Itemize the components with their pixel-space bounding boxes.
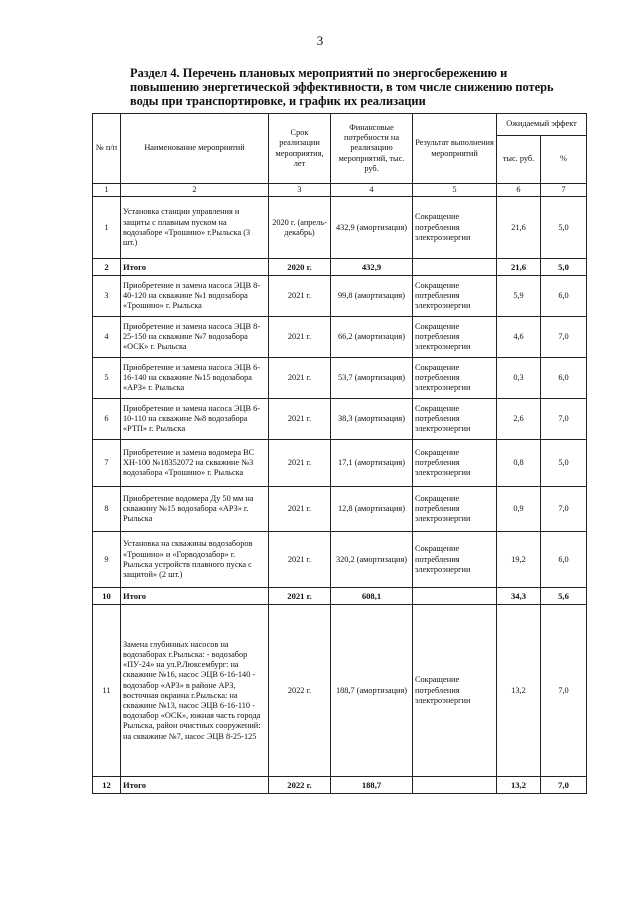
effect-pct-cell: 6,0 xyxy=(541,276,587,317)
header-result: Результат выполнения мероприятий xyxy=(413,114,497,184)
column-number: 6 xyxy=(497,184,541,197)
result-cell xyxy=(413,588,497,605)
table-row xyxy=(93,440,587,487)
total-row xyxy=(93,259,587,276)
section-heading xyxy=(130,66,580,108)
result-cell xyxy=(413,777,497,794)
effect-pct-cell: 6,0 xyxy=(541,532,587,588)
result-cell: Сокращение потребления электроэнергии xyxy=(413,532,497,588)
measure-name: Приобретение и замена водомера ВС ХН-100 №18352072 на скважине №3 водозабора «Трошино» г. Рыльска xyxy=(121,440,269,487)
row-number: 6 xyxy=(93,399,121,440)
header-term: Срок реализации мероприятия, лет xyxy=(269,114,331,184)
row-number: 1 xyxy=(93,197,121,259)
heading-line: повышению энергетической эффективности, в том числе снижению потерь xyxy=(130,80,554,94)
finance-cell: 53,7 (амортизация) xyxy=(331,358,413,399)
effect-rub-cell: 0,9 xyxy=(497,487,541,532)
effect-pct-cell: 7,0 xyxy=(541,605,587,777)
finance-cell: 188,7 (амортизация) xyxy=(331,605,413,777)
result-cell: Сокращение потребления электроэнергии xyxy=(413,197,497,259)
effect-rub-cell: 13,2 xyxy=(497,777,541,794)
measure-name: Приобретение и замена насоса ЭЦВ 6-16-140 на скважине №15 водозабора «АРЗ» г. Рыльска xyxy=(121,358,269,399)
table-row xyxy=(93,197,587,259)
term-cell: 2021 г. xyxy=(269,440,331,487)
header-effect: Ожидаемый эффект xyxy=(497,114,587,136)
term-cell: 2021 г. xyxy=(269,399,331,440)
column-number: 7 xyxy=(541,184,587,197)
term-cell: 2021 г. xyxy=(269,487,331,532)
effect-pct-cell: 5,0 xyxy=(541,440,587,487)
term-cell: 2022 г. xyxy=(269,777,331,794)
term-cell: 2021 г. xyxy=(269,588,331,605)
table-row xyxy=(93,399,587,440)
effect-pct-cell: 7,0 xyxy=(541,487,587,532)
result-cell: Сокращение потребления электроэнергии xyxy=(413,487,497,532)
finance-cell: 432,9 (амортизация) xyxy=(331,197,413,259)
term-cell: 2020 г. xyxy=(269,259,331,276)
effect-rub-cell: 21,6 xyxy=(497,259,541,276)
effect-pct-cell: 5,6 xyxy=(541,588,587,605)
row-number: 12 xyxy=(93,777,121,794)
total-row xyxy=(93,777,587,794)
result-cell: Сокращение потребления электроэнергии xyxy=(413,276,497,317)
page-number: 3 xyxy=(316,33,324,48)
measure-name: Приобретение и замена насоса ЭЦВ 8-40-120 на скважине №1 водозабора «Трошино» г. Рыльска xyxy=(121,276,269,317)
heading-line: воды при транспортировке, и график их реализации xyxy=(130,94,426,108)
row-number: 2 xyxy=(93,259,121,276)
table-row xyxy=(93,605,587,777)
finance-cell: 188,7 xyxy=(331,777,413,794)
row-number: 5 xyxy=(93,358,121,399)
header-finance: Финансовые потребности на реализацию мероприятий, тыс. руб. xyxy=(331,114,413,184)
measure-name: Установка станции управления и защиты с плавным пуском на водозаборе «Трошино» г.Рыльска (3 шт.) xyxy=(121,197,269,259)
finance-cell: 320,2 (амортизация) xyxy=(331,532,413,588)
row-number: 3 xyxy=(93,276,121,317)
table-row xyxy=(93,487,587,532)
header-name: Наименование мероприятий xyxy=(121,114,269,184)
table-row xyxy=(93,358,587,399)
result-cell: Сокращение потребления электроэнергии xyxy=(413,358,497,399)
effect-pct-cell: 5,0 xyxy=(541,197,587,259)
effect-pct-cell: 6,0 xyxy=(541,358,587,399)
finance-cell: 66,2 (амортизация) xyxy=(331,317,413,358)
header-effect-pct: % xyxy=(541,136,587,184)
column-number: 4 xyxy=(331,184,413,197)
row-number: 7 xyxy=(93,440,121,487)
term-cell: 2021 г. xyxy=(269,532,331,588)
measure-name: Итого xyxy=(121,588,269,605)
result-cell xyxy=(413,259,497,276)
measures-table xyxy=(92,113,587,794)
measure-name: Приобретение и замена насоса ЭЦВ 6-10-110 на скважине №8 водозабора «РТП» г. Рыльска xyxy=(121,399,269,440)
effect-pct-cell: 5,0 xyxy=(541,259,587,276)
effect-rub-cell: 34,3 xyxy=(497,588,541,605)
column-number: 2 xyxy=(121,184,269,197)
term-cell: 2022 г. xyxy=(269,605,331,777)
effect-rub-cell: 2,6 xyxy=(497,399,541,440)
table-row xyxy=(93,317,587,358)
table-row xyxy=(93,532,587,588)
effect-rub-cell: 0,3 xyxy=(497,358,541,399)
measure-name: Итого xyxy=(121,259,269,276)
measure-name: Итого xyxy=(121,777,269,794)
result-cell: Сокращение потребления электроэнергии xyxy=(413,399,497,440)
effect-rub-cell: 5,9 xyxy=(497,276,541,317)
measure-name: Замена глубинных насосов на водозаборах г.Рыльска: - водозабор «ПУ-24» на ул.Р.Люксембург: на скважине №16, насос ЭЦВ 6-16-140 - водозабор «АРЗ» в районе АРЗ, восточная окраина г.Рыльска: на скважине №13, насос ЭЦВ 6-16-110 - водозабор «ОСК», южная часть города Рыльска, район очистных сооружений: на скважине №7, насос ЭЦВ 8-25-125 xyxy=(121,605,269,777)
heading-line: Раздел 4. Перечень плановых мероприятий по энергосбережению и xyxy=(130,66,508,80)
effect-rub-cell: 0,8 xyxy=(497,440,541,487)
term-cell: 2021 г. xyxy=(269,317,331,358)
finance-cell: 432,9 xyxy=(331,259,413,276)
effect-rub-cell: 21,6 xyxy=(497,197,541,259)
header-effect-rub: тыс. руб. xyxy=(497,136,541,184)
row-number: 9 xyxy=(93,532,121,588)
effect-pct-cell: 7,0 xyxy=(541,399,587,440)
measure-name: Приобретение водомера Ду 50 мм на скважину №15 водозабора «АРЗ» г. Рыльска xyxy=(121,487,269,532)
term-cell: 2021 г. xyxy=(269,276,331,317)
result-cell: Сокращение потребления электроэнергии xyxy=(413,440,497,487)
row-number: 8 xyxy=(93,487,121,532)
measure-name: Установка на скважины водозаборов «Трошино» и «Горводозабор» г. Рыльска устройств плавного пуска с защитой» (2 шт.) xyxy=(121,532,269,588)
effect-rub-cell: 4,6 xyxy=(497,317,541,358)
term-cell: 2021 г. xyxy=(269,358,331,399)
header-num: № п/п xyxy=(93,114,121,184)
row-number: 4 xyxy=(93,317,121,358)
finance-cell: 12,8 (амортизация) xyxy=(331,487,413,532)
finance-cell: 99,8 (амортизация) xyxy=(331,276,413,317)
effect-rub-cell: 19,2 xyxy=(497,532,541,588)
row-number: 10 xyxy=(93,588,121,605)
finance-cell: 608,1 xyxy=(331,588,413,605)
effect-pct-cell: 7,0 xyxy=(541,317,587,358)
effect-rub-cell: 13,2 xyxy=(497,605,541,777)
result-cell: Сокращение потребления электроэнергии xyxy=(413,605,497,777)
result-cell: Сокращение потребления электроэнергии xyxy=(413,317,497,358)
finance-cell: 17,1 (амортизация) xyxy=(331,440,413,487)
finance-cell: 38,3 (амортизация) xyxy=(331,399,413,440)
column-number: 1 xyxy=(93,184,121,197)
row-number: 11 xyxy=(93,605,121,777)
column-number: 5 xyxy=(413,184,497,197)
total-row xyxy=(93,588,587,605)
column-number: 3 xyxy=(269,184,331,197)
effect-pct-cell: 7,0 xyxy=(541,777,587,794)
term-cell: 2020 г. (апрель-декабрь) xyxy=(269,197,331,259)
table-row xyxy=(93,276,587,317)
measure-name: Приобретение и замена насоса ЭЦВ 8-25-150 на скважине №7 водозабора «ОСК» г. Рыльска xyxy=(121,317,269,358)
